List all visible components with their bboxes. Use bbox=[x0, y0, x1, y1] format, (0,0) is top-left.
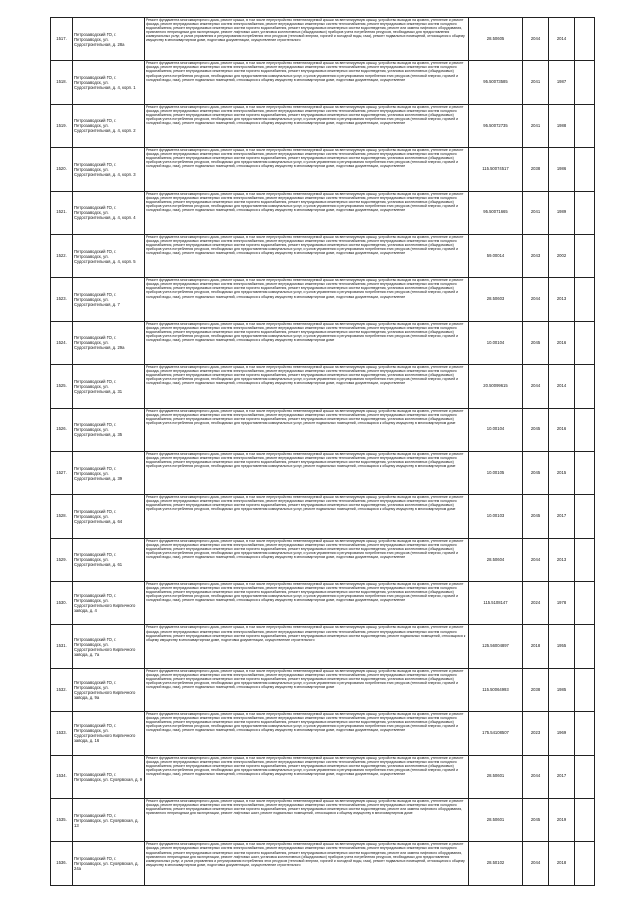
area-cell: 10.00103 bbox=[469, 495, 523, 538]
table-body bbox=[51, 18, 595, 886]
table-row bbox=[51, 668, 595, 711]
year-cell: 1969 bbox=[549, 712, 575, 755]
empty-cell bbox=[575, 495, 595, 538]
area-cell: 10.00104 bbox=[469, 408, 523, 451]
row-number-cell: 1533. bbox=[51, 712, 73, 755]
work-description-cell: Ремонт фундамента многоквартирного дома, ремонт крыши, в том числе переустройство невентилируемой крыши на вентилируемую крышу, устройство выходов на кровлю, утепление и ремонт фасада, ремонт внутридомовых инженерных систем электроснабжения, ремонт внутридомовых инженерных систем теплоснабжения, ремонт внутридомовых инженерных систем холодного водоснабжения, ремонт внутридомовых инженерных систем горячего водоснабжения, ремонт внутридомовых инженерных систем водоотведения, установка коллективных (общедомовых) приборов учета потребления ресурсов, необходимых для предоставления коммунальных услуг, ремонт подвальных помещений, относящихся к общему имуществу в многоквартирном доме bbox=[145, 495, 469, 538]
row-number-cell: 1531. bbox=[51, 625, 73, 668]
table-row bbox=[51, 278, 595, 321]
row-number-cell: 1522. bbox=[51, 234, 73, 277]
year-cell: 2002 bbox=[549, 234, 575, 277]
table-row bbox=[51, 321, 595, 364]
table-row bbox=[51, 799, 595, 842]
year-cell: 2013 bbox=[549, 278, 575, 321]
address-cell: Петрозаводский ГО, г. Петрозаводск, ул. Суоярвская, д. 13 bbox=[73, 799, 145, 842]
year-cell: 1986 bbox=[549, 148, 575, 191]
empty-cell bbox=[575, 365, 595, 408]
address-cell: Петрозаводский ГО, г. Петрозаводск, ул. Судостроительная, д. 39 bbox=[73, 451, 145, 494]
area-cell: 115.50074517 bbox=[469, 148, 523, 191]
empty-cell bbox=[575, 451, 595, 494]
empty-cell bbox=[575, 104, 595, 147]
address-cell: Петрозаводский ГО, г. Петрозаводск, ул. Судостроительная, д. 29а bbox=[73, 321, 145, 364]
year-cell: 2015 bbox=[549, 451, 575, 494]
row-number-cell: 1524. bbox=[51, 321, 73, 364]
empty-cell bbox=[575, 321, 595, 364]
table-row bbox=[51, 755, 595, 798]
year-cell: 2017 bbox=[549, 495, 575, 538]
work-description-cell: Ремонт фундамента многоквартирного дома, ремонт крыши, в том числе переустройство невентилируемой крыши на вентилируемую крышу, устройство выходов на кровлю, утепление и ремонт фасада, ремонт внутридомовых инженерных систем электроснабжения, ремонт внутридомовых инженерных систем теплоснабжения, ремонт внутридомовых инженерных систем холодного водоснабжения, ремонт внутридомовых инженерных систем горячего водоснабжения, ремонт внутридомовых инженерных систем водоотведения, установка коллективных (общедомовых) приборов учета потребления ресурсов, необходимых для предоставления коммунальных услуг, ремонт подвальных помещений, относящихся к общему имуществу в многоквартирном доме bbox=[145, 451, 469, 494]
year-cell: 2044 bbox=[523, 755, 549, 798]
table-row bbox=[51, 408, 595, 451]
empty-cell bbox=[575, 582, 595, 625]
address-cell: Петрозаводский ГО, г. Петрозаводск, ул. Судостроительная, д. 4, корп. 1 bbox=[73, 61, 145, 104]
address-cell: Петрозаводский ГО, г. Петрозаводск, ул. Судостроительная, д. 64 bbox=[73, 495, 145, 538]
empty-cell bbox=[575, 668, 595, 711]
row-number-cell: 1520. bbox=[51, 148, 73, 191]
area-cell: 10.00104 bbox=[469, 321, 523, 364]
year-cell: 2044 bbox=[523, 18, 549, 61]
table-row bbox=[51, 582, 595, 625]
row-number-cell: 1535. bbox=[51, 799, 73, 842]
area-cell: 28.50601 bbox=[469, 755, 523, 798]
address-cell: Петрозаводский ГО, г. Петрозаводск, ул. Судостроительная, д. 4, корп. 4 bbox=[73, 191, 145, 234]
empty-cell bbox=[575, 61, 595, 104]
address-cell: Петрозаводский ГО, г. Петрозаводск, ул. Судостроительная, д. 4, корп. 2 bbox=[73, 104, 145, 147]
row-number-cell: 1519. bbox=[51, 104, 73, 147]
year-cell: 2045 bbox=[523, 495, 549, 538]
work-description-cell: Ремонт фундамента многоквартирного дома, ремонт крыши, в том числе переустройство невентилируемой крыши на вентилируемую крышу, устройство выходов на кровлю, утепление и ремонт фасада, ремонт внутридомовых инженерных систем электроснабжения, ремонт внутридомовых инженерных систем теплоснабжения, ремонт внутридомовых инженерных систем холодного водоснабжения, ремонт внутридомовых инженерных систем горячего водоснабжения, ремонт внутридомовых инженерных систем водоотведения, установка коллективных (общедомовых) приборов учета потребления ресурсов, необходимых для предоставления коммунальных услуг, и узлов управления и регулирования потребления этих ресурсов (тепловой энергии, горячей и холодной воды, газа), ремонт подвальных помещений, относящихся к общему имуществу в многоквартирном доме, подготовка документации, осуществление bbox=[145, 191, 469, 234]
year-cell: 2041 bbox=[523, 191, 549, 234]
work-description-cell: Ремонт фундамента многоквартирного дома, ремонт крыши, в том числе переустройство невентилируемой крыши на вентилируемую крышу, устройство выходов на кровлю, утепление и ремонт фасада, ремонт внутридомовых инженерных систем электроснабжения, ремонт внутридомовых инженерных систем теплоснабжения, ремонт внутридомовых инженерных систем холодного водоснабжения, ремонт внутридомовых инженерных систем горячего водоснабжения, ремонт внутридомовых инженерных систем водоотведения, ремонт подвальных помещений, относящихся к общему имуществу в многоквартирном доме, подготовка документации, осуществление строительного bbox=[145, 625, 469, 668]
empty-cell bbox=[575, 799, 595, 842]
table-row bbox=[51, 61, 595, 104]
year-cell: 2038 bbox=[523, 148, 549, 191]
year-cell: 2018 bbox=[549, 842, 575, 885]
year-cell: 2041 bbox=[523, 61, 549, 104]
empty-cell bbox=[575, 191, 595, 234]
year-cell: 2014 bbox=[549, 18, 575, 61]
work-description-cell: Ремонт фундамента многоквартирного дома, ремонт крыши, в том числе переустройство невентилируемой крыши на вентилируемую крышу, устройство выходов на кровлю, утепление и ремонт фасада, ремонт внутридомовых инженерных систем электроснабжения, ремонт внутридомовых инженерных систем теплоснабжения, ремонт внутридомовых инженерных систем холодного водоснабжения, ремонт внутридомовых инженерных систем горячего водоснабжения, ремонт внутридомовых инженерных систем водоотведения, установка коллективных (общедомовых) приборов учета потребления ресурсов, необходимых для предоставления коммунальных услуг, и узлов управления и регулирования потребления этих ресурсов (тепловой энергии, горячей и холодной воды, газа), ремонт подвальных помещений, относящихся к общему имуществу в многоквартирном доме, подготовка документации, осуществление bbox=[145, 234, 469, 277]
table-row bbox=[51, 104, 595, 147]
year-cell: 2013 bbox=[549, 538, 575, 581]
year-cell: 2038 bbox=[523, 668, 549, 711]
address-cell: Петрозаводский ГО, г. Петрозаводск, ул. Судостроительная, д. 61 bbox=[73, 538, 145, 581]
year-cell: 2041 bbox=[523, 104, 549, 147]
area-cell: 95.50071665 bbox=[469, 191, 523, 234]
year-cell: 2045 bbox=[523, 451, 549, 494]
work-description-cell: Ремонт фундамента многоквартирного дома, ремонт крыши, в том числе переустройство невентилируемой крыши на вентилируемую крышу, устройство выходов на кровлю, утепление и ремонт фасада, ремонт внутридомовых инженерных систем электроснабжения, ремонт внутридомовых инженерных систем теплоснабжения, ремонт внутридомовых инженерных систем холодного водоснабжения, ремонт внутридомовых инженерных систем горячего водоснабжения, ремонт внутридомовых инженерных систем водоотведения, установка коллективных (общедомовых) приборов учета потребления ресурсов, необходимых для предоставления коммунальных услуг, и узлов управления и регулирования потребления этих ресурсов (тепловой энергии, горячей и холодной воды, газа), ремонт подвальных помещений, относящихся к общему имуществу в многоквартирном доме, подготовка документации, осуществление bbox=[145, 61, 469, 104]
year-cell: 2016 bbox=[549, 321, 575, 364]
area-cell: 28.50604 bbox=[469, 538, 523, 581]
work-description-cell: Ремонт фундамента многоквартирного дома, ремонт крыши, в том числе переустройство невентилируемой крыши на вентилируемую крышу, устройство выходов на кровлю, утепление и ремонт фасада, ремонт внутридомовых инженерных систем электроснабжения, ремонт внутридомовых инженерных систем теплоснабжения, ремонт внутридомовых инженерных систем холодного водоснабжения, ремонт внутридомовых инженерных систем горячего водоснабжения, ремонт внутридомовых инженерных систем водоотведения, ремонт или замена лифтового оборудования, признанного непригодным для эксплуатации, ремонт лифтовых шахт, установка коллективных (общедомовых) приборов учета потребления ресурсов, необходимых для предоставления коммунальных услуг, и узлов управления и регулирования потребления этих ресурсов (тепловой энергии, горячей и холодной воды, газа), ремонт подвальных помещений, относящихся к общему имуществу в многоквартирном доме, подготовка документации, осуществление строительного bbox=[145, 18, 469, 61]
repair-program-table bbox=[50, 17, 595, 886]
work-description-cell: Ремонт фундамента многоквартирного дома, ремонт крыши, в том числе переустройство невентилируемой крыши на вентилируемую крышу, устройство выходов на кровлю, утепление и ремонт фасада, ремонт внутридомовых инженерных систем электроснабжения, ремонт внутридомовых инженерных систем теплоснабжения, ремонт внутридомовых инженерных систем холодного водоснабжения, ремонт внутридомовых инженерных систем горячего водоснабжения, ремонт внутридомовых инженерных систем водоотведения, установка коллективных (общедомовых) приборов учета потребления ресурсов, необходимых для предоставления коммунальных услуг, и узлов управления и регулирования потребления этих ресурсов (тепловой энергии, горячей и холодной воды, газа), ремонт подвальных помещений, относящихся к общему имуществу в многоквартирном доме, подготовка документации, осуществление bbox=[145, 712, 469, 755]
table-row bbox=[51, 191, 595, 234]
year-cell: 2044 bbox=[523, 538, 549, 581]
area-cell: 28.50605 bbox=[469, 18, 523, 61]
table-row bbox=[51, 495, 595, 538]
work-description-cell: Ремонт фундамента многоквартирного дома, ремонт крыши, в том числе переустройство невентилируемой крыши на вентилируемую крышу, устройство выходов на кровлю, утепление и ремонт фасада, ремонт внутридомовых инженерных систем электроснабжения, ремонт внутридомовых инженерных систем теплоснабжения, ремонт внутридомовых инженерных систем холодного водоснабжения, ремонт внутридомовых инженерных систем горячего водоснабжения, ремонт внутридомовых инженерных систем водоотведения, установка коллективных (общедомовых) приборов учета потребления ресурсов, необходимых для предоставления коммунальных услуг, и узлов управления и регулирования потребления этих ресурсов (тепловой энергии, горячей и холодной воды, газа), ремонт подвальных помещений, относящихся к общему имуществу в многоквартирном доме, подготовка документации, осуществление bbox=[145, 278, 469, 321]
work-description-cell: Ремонт фундамента многоквартирного дома, ремонт крыши, в том числе переустройство невентилируемой крыши на вентилируемую крышу, устройство выходов на кровлю, утепление и ремонт фасада, ремонт внутридомовых инженерных систем электроснабжения, ремонт внутридомовых инженерных систем теплоснабжения, ремонт внутридомовых инженерных систем холодного водоснабжения, ремонт внутридомовых инженерных систем горячего водоснабжения, ремонт внутридомовых инженерных систем водоотведения, установка коллективных (общедомовых) приборов учета потребления ресурсов, необходимых для предоставления коммунальных услуг, ремонт подвальных помещений, относящихся к общему имуществу в многоквартирном доме bbox=[145, 408, 469, 451]
work-description-cell: Ремонт фундамента многоквартирного дома, ремонт крыши, в том числе переустройство невентилируемой крыши на вентилируемую крышу, устройство выходов на кровлю, утепление и ремонт фасада, ремонт внутридомовых инженерных систем электроснабжения, ремонт внутридомовых инженерных систем теплоснабжения, ремонт внутридомовых инженерных систем холодного водоснабжения, ремонт внутридомовых инженерных систем горячего водоснабжения, ремонт внутридомовых инженерных систем водоотведения, установка коллективных (общедомовых) приборов учета потребления ресурсов, необходимых для предоставления коммунальных услуг, и узлов управления и регулирования потребления этих ресурсов (тепловой энергии, горячей и холодной воды, газа), ремонт подвальных помещений, относящихся к общему имуществу в многоквартирном доме, подготовка документации, осуществление bbox=[145, 582, 469, 625]
year-cell: 1978 bbox=[549, 582, 575, 625]
address-cell: Петрозаводский ГО, г. Петрозаводск, ул. Суоярвская, д. 24а bbox=[73, 842, 145, 885]
row-number-cell: 1530. bbox=[51, 582, 73, 625]
year-cell: 2019 bbox=[549, 799, 575, 842]
empty-cell bbox=[575, 625, 595, 668]
table-row bbox=[51, 712, 595, 755]
address-cell: Петрозаводский ГО, г. Петрозаводск, ул. Судостроительная, д. 28а bbox=[73, 18, 145, 61]
empty-cell bbox=[575, 842, 595, 885]
year-cell: 2043 bbox=[523, 234, 549, 277]
row-number-cell: 1527. bbox=[51, 451, 73, 494]
empty-cell bbox=[575, 18, 595, 61]
address-cell: Петрозаводский ГО, г. Петрозаводск, ул. Судостроительная, д. 7 bbox=[73, 278, 145, 321]
year-cell: 2017 bbox=[549, 755, 575, 798]
row-number-cell: 1536. bbox=[51, 842, 73, 885]
year-cell: 2016 bbox=[549, 408, 575, 451]
year-cell: 2023 bbox=[523, 712, 549, 755]
address-cell: Петрозаводский ГО, г. Петрозаводск, ул. Судостроительная, д. 35 bbox=[73, 408, 145, 451]
table-row bbox=[51, 365, 595, 408]
area-cell: 95.50073585 bbox=[469, 61, 523, 104]
address-cell: Петрозаводский ГО, г. Петрозаводск, ул. Судостроительного Кирпичного завода, д. 7а bbox=[73, 625, 145, 668]
work-description-cell: Ремонт фундамента многоквартирного дома, ремонт крыши, в том числе переустройство невентилируемой крыши на вентилируемую крышу, устройство выходов на кровлю, утепление и ремонт фасада, ремонт внутридомовых инженерных систем электроснабжения, ремонт внутридомовых инженерных систем теплоснабжения, ремонт внутридомовых инженерных систем холодного водоснабжения, ремонт внутридомовых инженерных систем горячего водоснабжения, ремонт внутридомовых инженерных систем водоотведения, ремонт или замена лифтового оборудования, признанного непригодным для эксплуатации, ремонт лифтовых шахт, ремонт подвальных помещений, относящихся к общему имуществу в многоквартирном доме bbox=[145, 799, 469, 842]
table-row bbox=[51, 18, 595, 61]
area-cell: 175.54108507 bbox=[469, 712, 523, 755]
area-cell: 125.56004897 bbox=[469, 625, 523, 668]
row-number-cell: 1526. bbox=[51, 408, 73, 451]
empty-cell bbox=[575, 234, 595, 277]
row-number-cell: 1517. bbox=[51, 18, 73, 61]
year-cell: 1987 bbox=[549, 61, 575, 104]
table-row bbox=[51, 148, 595, 191]
work-description-cell: Ремонт фундамента многоквартирного дома, ремонт крыши, в том числе переустройство невентилируемой крыши на вентилируемую крышу, устройство выходов на кровлю, утепление и ремонт фасада, ремонт внутридомовых инженерных систем электроснабжения, ремонт внутридомовых инженерных систем теплоснабжения, ремонт внутридомовых инженерных систем холодного водоснабжения, ремонт внутридомовых инженерных систем горячего водоснабжения, ремонт внутридомовых инженерных систем водоотведения, установка коллективных (общедомовых) приборов учета потребления ресурсов, необходимых для предоставления коммунальных услуг, и узлов управления и регулирования потребления этих ресурсов (тепловой энергии, горячей и холодной воды, газа), ремонт подвальных помещений, относящихся к общему имуществу в многоквартирном доме bbox=[145, 321, 469, 364]
row-number-cell: 1532. bbox=[51, 668, 73, 711]
year-cell: 2044 bbox=[523, 842, 549, 885]
address-cell: Петрозаводский ГО, г. Петрозаводск, ул. Суоярвская, д. 9 bbox=[73, 755, 145, 798]
row-number-cell: 1534. bbox=[51, 755, 73, 798]
area-cell: 10.00105 bbox=[469, 451, 523, 494]
row-number-cell: 1529. bbox=[51, 538, 73, 581]
row-number-cell: 1521. bbox=[51, 191, 73, 234]
empty-cell bbox=[575, 538, 595, 581]
year-cell: 2014 bbox=[549, 365, 575, 408]
year-cell: 1955 bbox=[549, 625, 575, 668]
address-cell: Петрозаводский ГО, г. Петрозаводск, ул. Судостроительного Кирпичного завода, д. 4 bbox=[73, 582, 145, 625]
table-row bbox=[51, 451, 595, 494]
empty-cell bbox=[575, 278, 595, 321]
table-row bbox=[51, 234, 595, 277]
area-cell: 59.00014 bbox=[469, 234, 523, 277]
work-description-cell: Ремонт фундамента многоквартирного дома, ремонт крыши, в том числе переустройство невентилируемой крыши на вентилируемую крышу, устройство выходов на кровлю, утепление и ремонт фасада, ремонт внутридомовых инженерных систем электроснабжения, ремонт внутридомовых инженерных систем теплоснабжения, ремонт внутридомовых инженерных систем холодного водоснабжения, ремонт внутридомовых инженерных систем горячего водоснабжения, ремонт внутридомовых инженерных систем водоотведения, установка коллективных (общедомовых) приборов учета потребления ресурсов, необходимых для предоставления коммунальных услуг, и узлов управления и регулирования потребления этих ресурсов (тепловой энергии, горячей и холодной воды, газа), ремонт подвальных помещений, относящихся к общему имуществу в многоквартирном доме bbox=[145, 668, 469, 711]
row-number-cell: 1518. bbox=[51, 61, 73, 104]
year-cell: 2045 bbox=[523, 321, 549, 364]
empty-cell bbox=[575, 712, 595, 755]
empty-cell bbox=[575, 148, 595, 191]
address-cell: Петрозаводский ГО, г. Петрозаводск, ул. Судостроительная, д. 4, корп. 5 bbox=[73, 234, 145, 277]
table-row bbox=[51, 538, 595, 581]
area-cell: 28.50102 bbox=[469, 842, 523, 885]
row-number-cell: 1525. bbox=[51, 365, 73, 408]
area-cell: 115.50064993 bbox=[469, 668, 523, 711]
work-description-cell: Ремонт фундамента многоквартирного дома, ремонт крыши, в том числе переустройство невентилируемой крыши на вентилируемую крышу, устройство выходов на кровлю, утепление и ремонт фасада, ремонт внутридомовых инженерных систем электроснабжения, ремонт внутридомовых инженерных систем теплоснабжения, ремонт внутридомовых инженерных систем холодного водоснабжения, ремонт внутридомовых инженерных систем горячего водоснабжения, ремонт внутридомовых инженерных систем водоотведения, установка коллективных (общедомовых) приборов учета потребления ресурсов, необходимых для предоставления коммунальных услуг, и узлов управления и регулирования потребления этих ресурсов (тепловой энергии, горячей и холодной воды, газа), ремонт подвальных помещений, относящихся к общему имуществу в многоквартирном доме, подготовка документации, осуществление bbox=[145, 538, 469, 581]
work-description-cell: Ремонт фундамента многоквартирного дома, ремонт крыши, в том числе переустройство невентилируемой крыши на вентилируемую крышу, устройство выходов на кровлю, утепление и ремонт фасада, ремонт внутридомовых инженерных систем электроснабжения, ремонт внутридомовых инженерных систем теплоснабжения, ремонт внутридомовых инженерных систем холодного водоснабжения, ремонт внутридомовых инженерных систем горячего водоснабжения, ремонт внутридомовых инженерных систем водоотведения, установка коллективных (общедомовых) приборов учета потребления ресурсов, необходимых для предоставления коммунальных услуг, и узлов управления и регулирования потребления этих ресурсов (тепловой энергии, горячей и холодной воды, газа), ремонт подвальных помещений, относящихся к общему имуществу в многоквартирном доме, подготовка документации, осуществление bbox=[145, 755, 469, 798]
address-cell: Петрозаводский ГО, г. Петрозаводск, ул. Судостроительного Кирпичного завода, д. 16 bbox=[73, 712, 145, 755]
address-cell: Петрозаводский ГО, г. Петрозаводск, ул. Судостроительного Кирпичного завода, д. 9а bbox=[73, 668, 145, 711]
area-cell: 28.50603 bbox=[469, 278, 523, 321]
row-number-cell: 1528. bbox=[51, 495, 73, 538]
year-cell: 2045 bbox=[523, 799, 549, 842]
work-description-cell: Ремонт фундамента многоквартирного дома, ремонт крыши, в том числе переустройство невентилируемой крыши на вентилируемую крышу, устройство выходов на кровлю, утепление и ремонт фасада, ремонт внутридомовых инженерных систем электроснабжения, ремонт внутридомовых инженерных систем теплоснабжения, ремонт внутридомовых инженерных систем холодного водоснабжения, ремонт внутридомовых инженерных систем горячего водоснабжения, ремонт внутридомовых инженерных систем водоотведения, установка коллективных (общедомовых) приборов учета потребления ресурсов, необходимых для предоставления коммунальных услуг, и узлов управления и регулирования потребления этих ресурсов (тепловой энергии, горячей и холодной воды, газа), ремонт подвальных помещений, относящихся к общему имуществу в многоквартирном доме, подготовка документации, осуществление bbox=[145, 104, 469, 147]
area-cell: 28.50601 bbox=[469, 799, 523, 842]
year-cell: 2044 bbox=[523, 278, 549, 321]
table-row bbox=[51, 842, 595, 885]
address-cell: Петрозаводский ГО, г. Петрозаводск, ул. Судостроительная, д. 31 bbox=[73, 365, 145, 408]
work-description-cell: Ремонт фундамента многоквартирного дома, ремонт крыши, в том числе переустройство невентилируемой крыши на вентилируемую крышу, устройство выходов на кровлю, утепление и ремонт фасада, ремонт внутридомовых инженерных систем электроснабжения, ремонт внутридомовых инженерных систем теплоснабжения, ремонт внутридомовых инженерных систем холодного водоснабжения, ремонт внутридомовых инженерных систем горячего водоснабжения, ремонт внутридомовых инженерных систем водоотведения, установка коллективных (общедомовых) приборов учета потребления ресурсов, необходимых для предоставления коммунальных услуг, и узлов управления и регулирования потребления этих ресурсов (тепловой энергии, горячей и холодной воды, газа), ремонт подвальных помещений, относящихся к общему имуществу в многоквартирном доме, подготовка документации, осуществление bbox=[145, 148, 469, 191]
empty-cell bbox=[575, 755, 595, 798]
year-cell: 2024 bbox=[523, 582, 549, 625]
area-cell: 95.50072735 bbox=[469, 104, 523, 147]
work-description-cell: Ремонт фундамента многоквартирного дома, ремонт крыши, в том числе переустройство невентилируемой крыши на вентилируемую крышу, устройство выходов на кровлю, утепление и ремонт фасада, ремонт внутридомовых инженерных систем электроснабжения, ремонт внутридомовых инженерных систем теплоснабжения, ремонт внутридомовых инженерных систем холодного водоснабжения, ремонт внутридомовых инженерных систем горячего водоснабжения, ремонт внутридомовых инженерных систем водоотведения, установка коллективных (общедомовых) приборов учета потребления ресурсов, необходимых для предоставления коммунальных услуг, и узлов управления и регулирования потребления этих ресурсов (тепловой энергии, горячей и холодной воды, газа), ремонт подвальных помещений, относящихся к общему имуществу в многоквартирном доме, подготовка документации, осуществление bbox=[145, 365, 469, 408]
row-number-cell: 1523. bbox=[51, 278, 73, 321]
year-cell: 1988 bbox=[549, 104, 575, 147]
year-cell: 2018 bbox=[523, 625, 549, 668]
table-row bbox=[51, 625, 595, 668]
year-cell: 2044 bbox=[523, 365, 549, 408]
area-cell: 115.5108147 bbox=[469, 582, 523, 625]
year-cell: 1989 bbox=[549, 191, 575, 234]
empty-cell bbox=[575, 408, 595, 451]
work-description-cell: Ремонт фундамента многоквартирного дома, ремонт крыши, в том числе переустройство невентилируемой крыши на вентилируемую крышу, устройство выходов на кровлю, утепление и ремонт фасада, ремонт внутридомовых инженерных систем электроснабжения, ремонт внутридомовых инженерных систем теплоснабжения, ремонт внутридомовых инженерных систем холодного водоснабжения, ремонт внутридомовых инженерных систем горячего водоснабжения, ремонт внутридомовых инженерных систем водоотведения, ремонт или замена лифтового оборудования, признанного непригодным для эксплуатации, ремонт лифтовых шахт, установка коллективных (общедомовых) приборов учета потребления ресурсов, необходимых для предоставления коммунальных услуг, и узлов управления и регулирования потребления этих ресурсов (тепловой энергии, горячей и холодной воды, газа), ремонт подвальных помещений, относящихся к общему имуществу в многоквартирном доме, подготовка документации, осуществление строительного bbox=[145, 842, 469, 885]
address-cell: Петрозаводский ГО, г. Петрозаводск, ул. Судостроительная, д. 4, корп. 3 bbox=[73, 148, 145, 191]
year-cell: 1985 bbox=[549, 668, 575, 711]
area-cell: 20.50099615 bbox=[469, 365, 523, 408]
year-cell: 2045 bbox=[523, 408, 549, 451]
